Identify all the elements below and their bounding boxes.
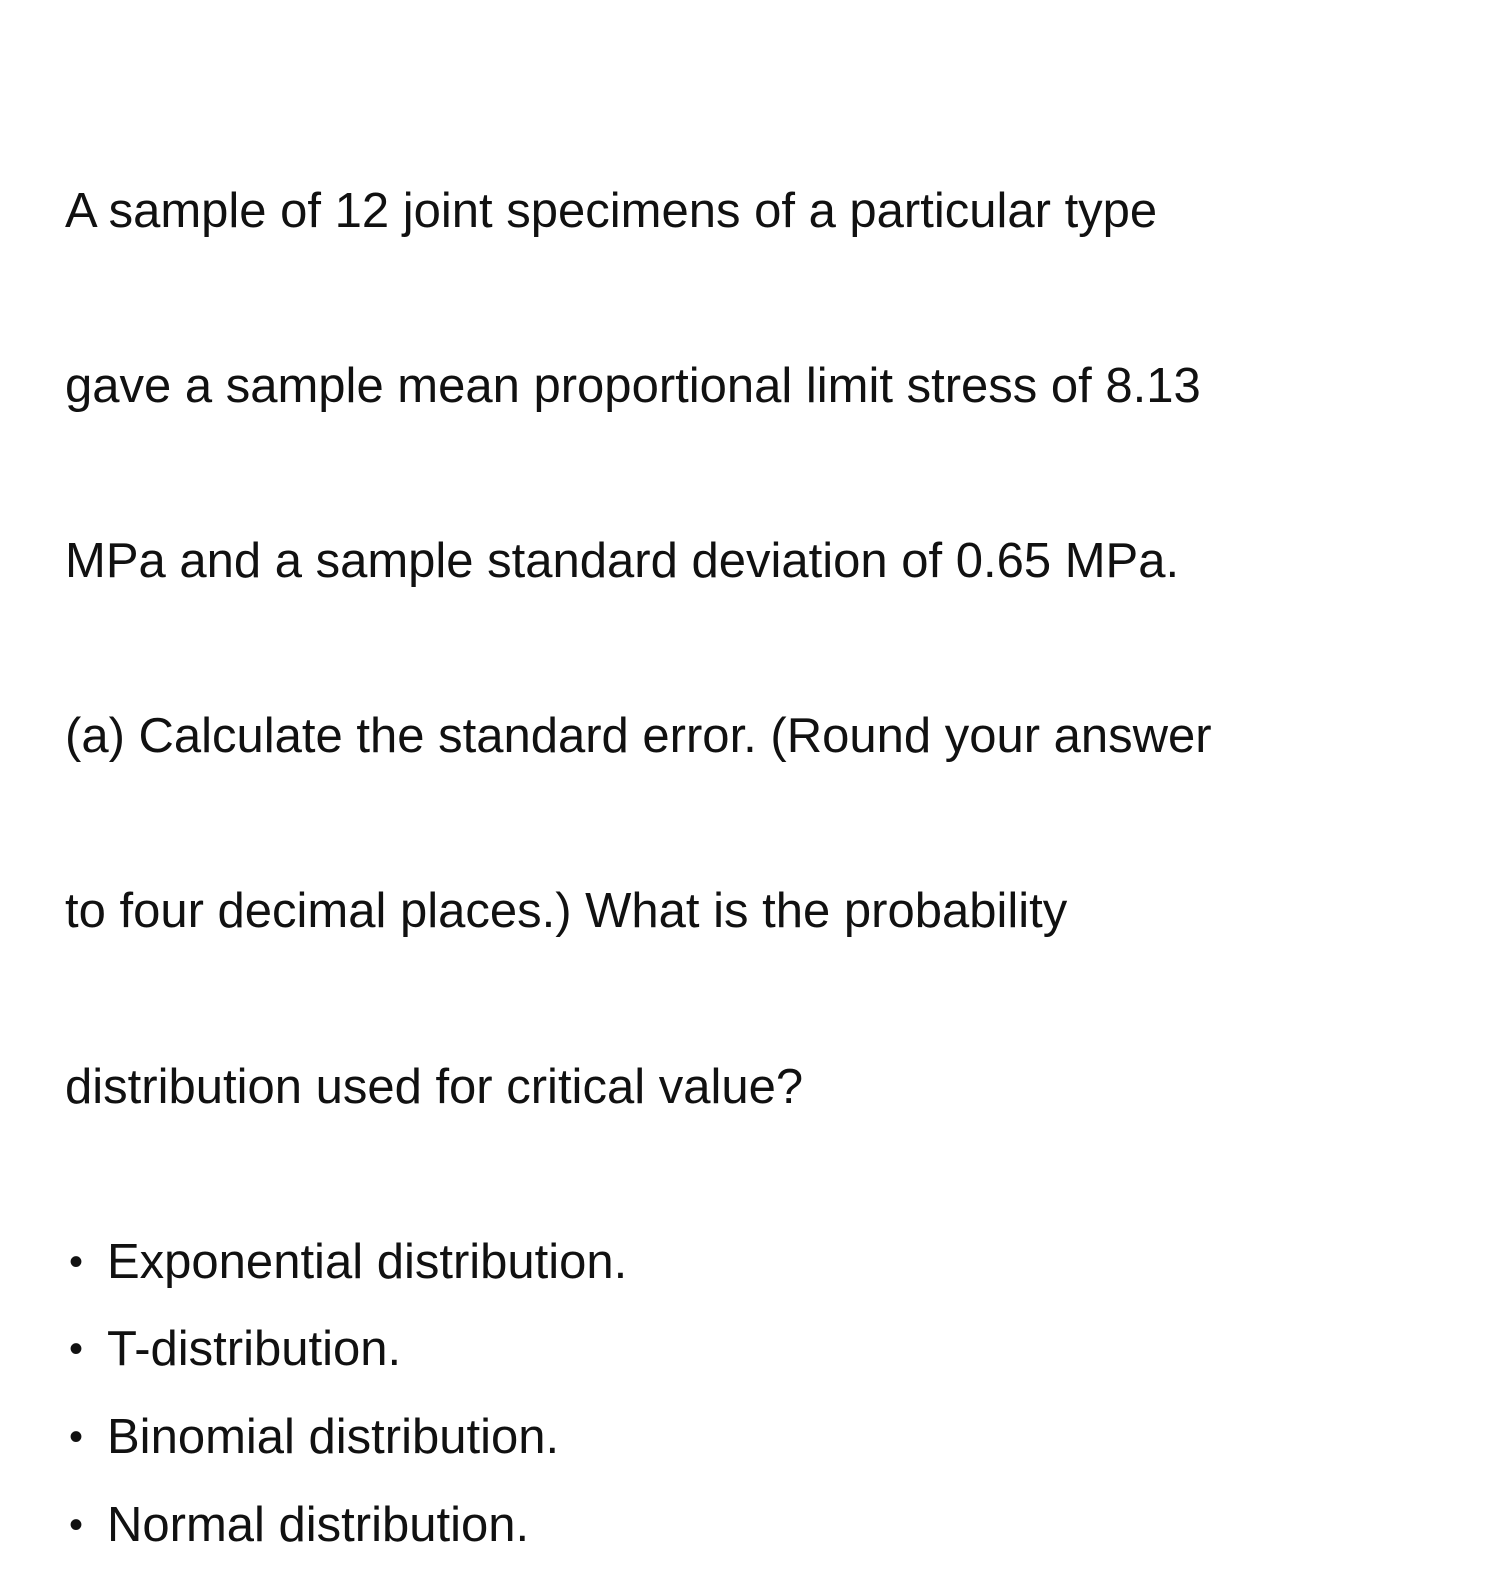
bullet-icon: • <box>65 1219 107 1307</box>
option-normal <box>65 1482 1455 1569</box>
question-line: to four decimal places.) What is the probability <box>65 868 1455 956</box>
question-line: gave a sample mean proportional limit stress of 8.13 <box>65 343 1455 431</box>
bullet-icon: • <box>65 1394 107 1482</box>
option-label: Exponential distribution. <box>107 1219 1455 1307</box>
option-label: Binomial distribution. <box>107 1394 1455 1482</box>
question-document <box>65 80 1455 1569</box>
option-t-distribution <box>65 1306 1455 1394</box>
question-line: A sample of 12 joint specimens of a particular type <box>65 168 1455 256</box>
bullet-icon: • <box>65 1306 107 1394</box>
question-line: (a) Calculate the standard error. (Round your answer <box>65 693 1455 781</box>
option-label: Normal distribution. <box>107 1482 1455 1569</box>
question-line: MPa and a sample standard deviation of 0.65 MPa. <box>65 518 1455 606</box>
option-label: T-distribution. <box>107 1306 1455 1394</box>
bullet-icon: • <box>65 1482 107 1569</box>
question-line: distribution used for critical value? <box>65 1044 1455 1132</box>
option-exponential <box>65 1219 1455 1307</box>
answer-options-list <box>65 1219 1455 1569</box>
option-binomial <box>65 1394 1455 1482</box>
question-text <box>65 80 1455 1219</box>
